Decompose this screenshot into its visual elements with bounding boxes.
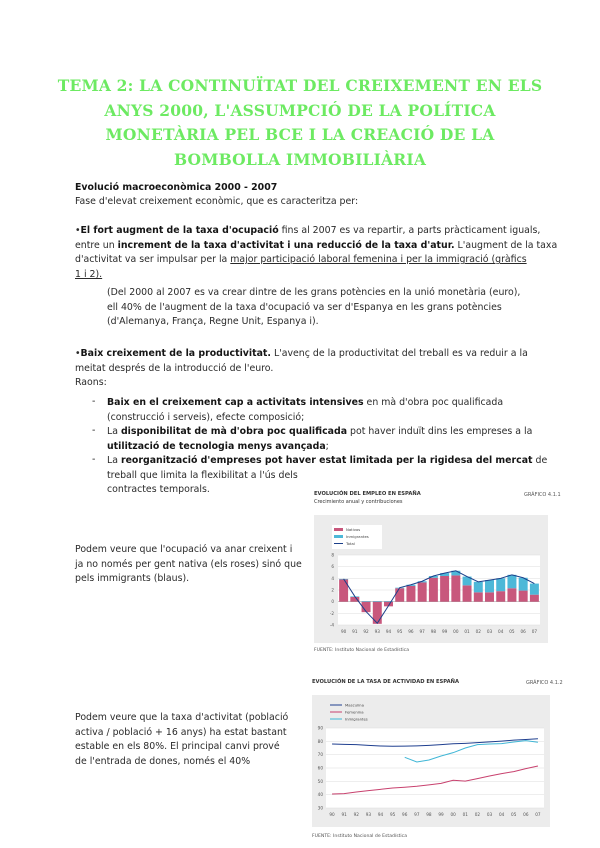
bold-text: Baix creixement de la productivitat. [80, 348, 271, 359]
list-dash: - [92, 396, 96, 407]
list-item [107, 396, 527, 425]
list-dash: - [92, 454, 96, 465]
x-tick-label: 96 [408, 629, 414, 634]
text: L'augment de la taxa [454, 239, 558, 251]
bar-inmigrantes [496, 578, 505, 591]
y-tick-label: 2 [331, 587, 334, 593]
title-line: MONETÀRIA PEL BCE I LA CREACIÓ DE LA [105, 125, 495, 144]
text-line: (d'Alemanya, França, Regne Unit, Espanya i). [107, 316, 319, 328]
bar-nativos [440, 576, 449, 602]
employment-chart [314, 515, 548, 643]
section-heading: Evolució macroeconòmica 2000 - 2007 [75, 182, 278, 193]
y-tick-label: 60 [317, 765, 323, 771]
x-tick-label: 04 [498, 629, 504, 634]
y-tick-label: -4 [329, 622, 334, 628]
text-line: (construcció i serveis), efecte composició; [107, 411, 305, 423]
text: La [107, 455, 121, 466]
x-tick-label: 92 [353, 812, 359, 817]
y-tick-label: 0 [331, 599, 334, 605]
text-line: pels immigrants (blaus). [75, 573, 190, 585]
y-tick-label: 50 [317, 778, 323, 784]
x-tick-label: 91 [352, 629, 358, 634]
chart2-title: EVOLUCIÓN DE LA TASA DE ACTIVIDAD EN ESPAÑA [312, 679, 459, 685]
activity-rate-chart [312, 695, 550, 827]
chart1-title: EVOLUCIÓN DEL EMPLEO EN ESPAÑA [314, 491, 421, 497]
text-line: Podem veure que l'ocupació va anar creixent i [75, 544, 293, 555]
bar-inmigrantes [362, 601, 371, 602]
text: L'avenç de la productivitat del treball es va reduir a la [270, 348, 528, 359]
text-line: Podem veure que la taxa d'activitat (població [75, 712, 289, 723]
chart2-source: FUENTE: Instituto Nacional de Estadística [312, 834, 408, 839]
x-tick-label: 92 [363, 629, 369, 634]
text: fins al 2007 es va repartir, a parts pràcticament iguals, [278, 225, 541, 236]
bold-text: reorganització d'empreses pot haver estat limitada per la rigidesa del mercat [120, 455, 533, 466]
text: en mà d'obra poc qualificada [363, 397, 504, 408]
paragraph-productivity [75, 347, 526, 391]
paragraph-employment [75, 224, 558, 282]
chart1-ref: GRÁFICO 4.1.1 [524, 492, 561, 498]
legend-label: Inmigrantes [346, 534, 369, 539]
y-tick-label: 80 [317, 738, 323, 744]
bar-nativos [507, 588, 516, 601]
legend-label: Total [346, 541, 355, 546]
text: de [532, 455, 548, 466]
legend-label: Femenina [345, 709, 364, 715]
y-tick-label: 4 [331, 575, 334, 581]
x-tick-label: 91 [341, 812, 347, 817]
bar-nativos [485, 592, 494, 601]
x-tick-label: 02 [474, 812, 481, 817]
x-tick-label: 01 [462, 812, 468, 817]
x-tick-label: 00 [450, 812, 456, 817]
text: La [107, 426, 121, 437]
chart2-caption [75, 711, 293, 769]
text-line: treball que limita la flexibilitat a l'ús dels [107, 469, 298, 481]
chart1-caption [75, 543, 301, 587]
x-tick-label: 98 [430, 629, 437, 634]
x-tick-label: 95 [389, 812, 396, 817]
bold-text: disponibilitat de mà d'obra poc qualificada [120, 426, 348, 437]
bold-text: increment de la taxa d'activitat i una reducció de la taxa d'atur. [117, 239, 455, 251]
x-tick-label: 97 [414, 812, 420, 817]
text-line: estable en els 80%. El principal canvi prové [75, 741, 280, 753]
x-tick-label: 03 [486, 629, 493, 634]
x-tick-label: 06 [520, 629, 526, 634]
legend-label: Nativos [346, 527, 361, 532]
title-line: ANYS 2000, L'ASSUMPCIÓ DE LA POLÍTICA [104, 100, 496, 120]
x-tick-label: 07 [535, 812, 541, 817]
legend-swatch [334, 528, 343, 531]
list-item [107, 425, 533, 454]
title-line: BOMBOLLA IMMOBILIÀRIA [173, 149, 427, 169]
bold-text: El fort augment de la taxa d'ocupació [80, 225, 279, 236]
page-title [40, 74, 560, 172]
bar-nativos [429, 578, 438, 602]
underlined-text: 1 i 2). [75, 268, 103, 280]
x-tick-label: 95 [397, 629, 403, 634]
legend-label: Masculina [345, 702, 364, 708]
text-line: (Del 2000 al 2007 es va crear dintre de les grans potències en la unió monetària (euro), [107, 287, 521, 298]
y-tick-label: 8 [331, 552, 334, 558]
text-line: de l'entrada de dones, només el 40% [75, 755, 251, 767]
x-tick-label: 00 [453, 629, 459, 634]
y-tick-label: 30 [317, 805, 323, 811]
x-tick-label: 90 [340, 629, 347, 634]
x-tick-label: 01 [464, 629, 470, 634]
bar-nativos [496, 591, 505, 602]
text-line: activa / població + 16 anys) ha estat bastant [75, 726, 287, 738]
paragraph-note [107, 286, 527, 330]
x-tick-label: 98 [426, 812, 432, 817]
x-tick-label: 06 [523, 812, 529, 817]
bar-nativos [519, 591, 528, 602]
chart2-ref: GRÁFICO 4.1.2 [526, 680, 563, 686]
bar-inmigrantes [485, 580, 494, 592]
bar-nativos [418, 582, 427, 601]
x-tick-label: 03 [486, 812, 493, 817]
x-tick-label: 07 [531, 629, 538, 634]
bar-nativos [406, 586, 415, 602]
bar-nativos [463, 585, 472, 601]
text-line: contractes temporals. [107, 484, 210, 496]
chart1-source: FUENTE: Instituto Nacional de Estadística [314, 648, 410, 653]
legend-swatch [334, 535, 343, 538]
bar-inmigrantes [507, 575, 516, 588]
text: pot haver induït dins les empreses a la [347, 426, 533, 437]
x-tick-label: 02 [475, 629, 481, 634]
y-tick-label: 6 [331, 564, 334, 570]
x-tick-label: 99 [441, 629, 448, 634]
y-tick-label: 90 [317, 725, 323, 731]
chart1-subtitle: Crecimiento anual y contribuciones [314, 499, 403, 505]
x-tick-label: 05 [511, 812, 517, 817]
y-tick-label: -2 [329, 610, 334, 616]
x-tick-label: 96 [402, 812, 408, 817]
text: entre un [75, 239, 118, 251]
x-tick-label: 99 [438, 812, 444, 817]
text: ; [325, 440, 329, 452]
bar-nativos [474, 592, 483, 601]
text-line: ja no només per gent nativa (els roses) sinó que [75, 558, 302, 570]
x-tick-label: 93 [365, 812, 372, 817]
legend-label: Inmigrantes [345, 716, 368, 722]
bold-text: Baix en el creixement cap a activitats intensives [107, 397, 364, 408]
list-dash: - [92, 425, 96, 436]
bold-text: utilització de tecnologia menys avançada [107, 440, 326, 452]
title-line: TEMA 2: LA CONTINUÏTAT DEL CREIXEMENT EN ELS [57, 76, 543, 95]
bullet: • [75, 348, 81, 359]
bar-nativos [339, 580, 348, 602]
y-tick-label: 40 [317, 792, 323, 798]
x-tick-label: 93 [374, 629, 380, 634]
x-tick-label: 94 [385, 629, 392, 634]
x-tick-label: 97 [419, 629, 425, 634]
underlined-text: major participació laboral femenina i per la immigració (gràfics [230, 254, 527, 266]
bar-nativos [451, 575, 460, 601]
bar-inmigrantes [474, 582, 483, 593]
x-tick-label: 04 [498, 812, 505, 817]
x-tick-label: 94 [377, 812, 384, 817]
text: d'activitat va ser impulsar per la [75, 254, 231, 266]
bullet: • [75, 225, 81, 236]
y-tick-label: 70 [317, 752, 323, 758]
x-tick-label: 90 [329, 812, 335, 817]
bar-nativos [530, 595, 539, 602]
bar-inmigrantes [373, 601, 382, 602]
bar-inmigrantes [530, 584, 539, 595]
text-line: meitat després de la introducció de l'euro. [75, 362, 274, 374]
text-line: ell 40% de l'augment de la taxa d'ocupació va ser d'Espanya en les grans potències [107, 301, 502, 313]
x-tick-label: 05 [509, 629, 515, 634]
bar-nativos [395, 588, 404, 601]
section-intro: Fase d'elevat creixement econòmic, que es caracteritza per: [75, 196, 359, 207]
text-line: Raons: [75, 377, 107, 389]
